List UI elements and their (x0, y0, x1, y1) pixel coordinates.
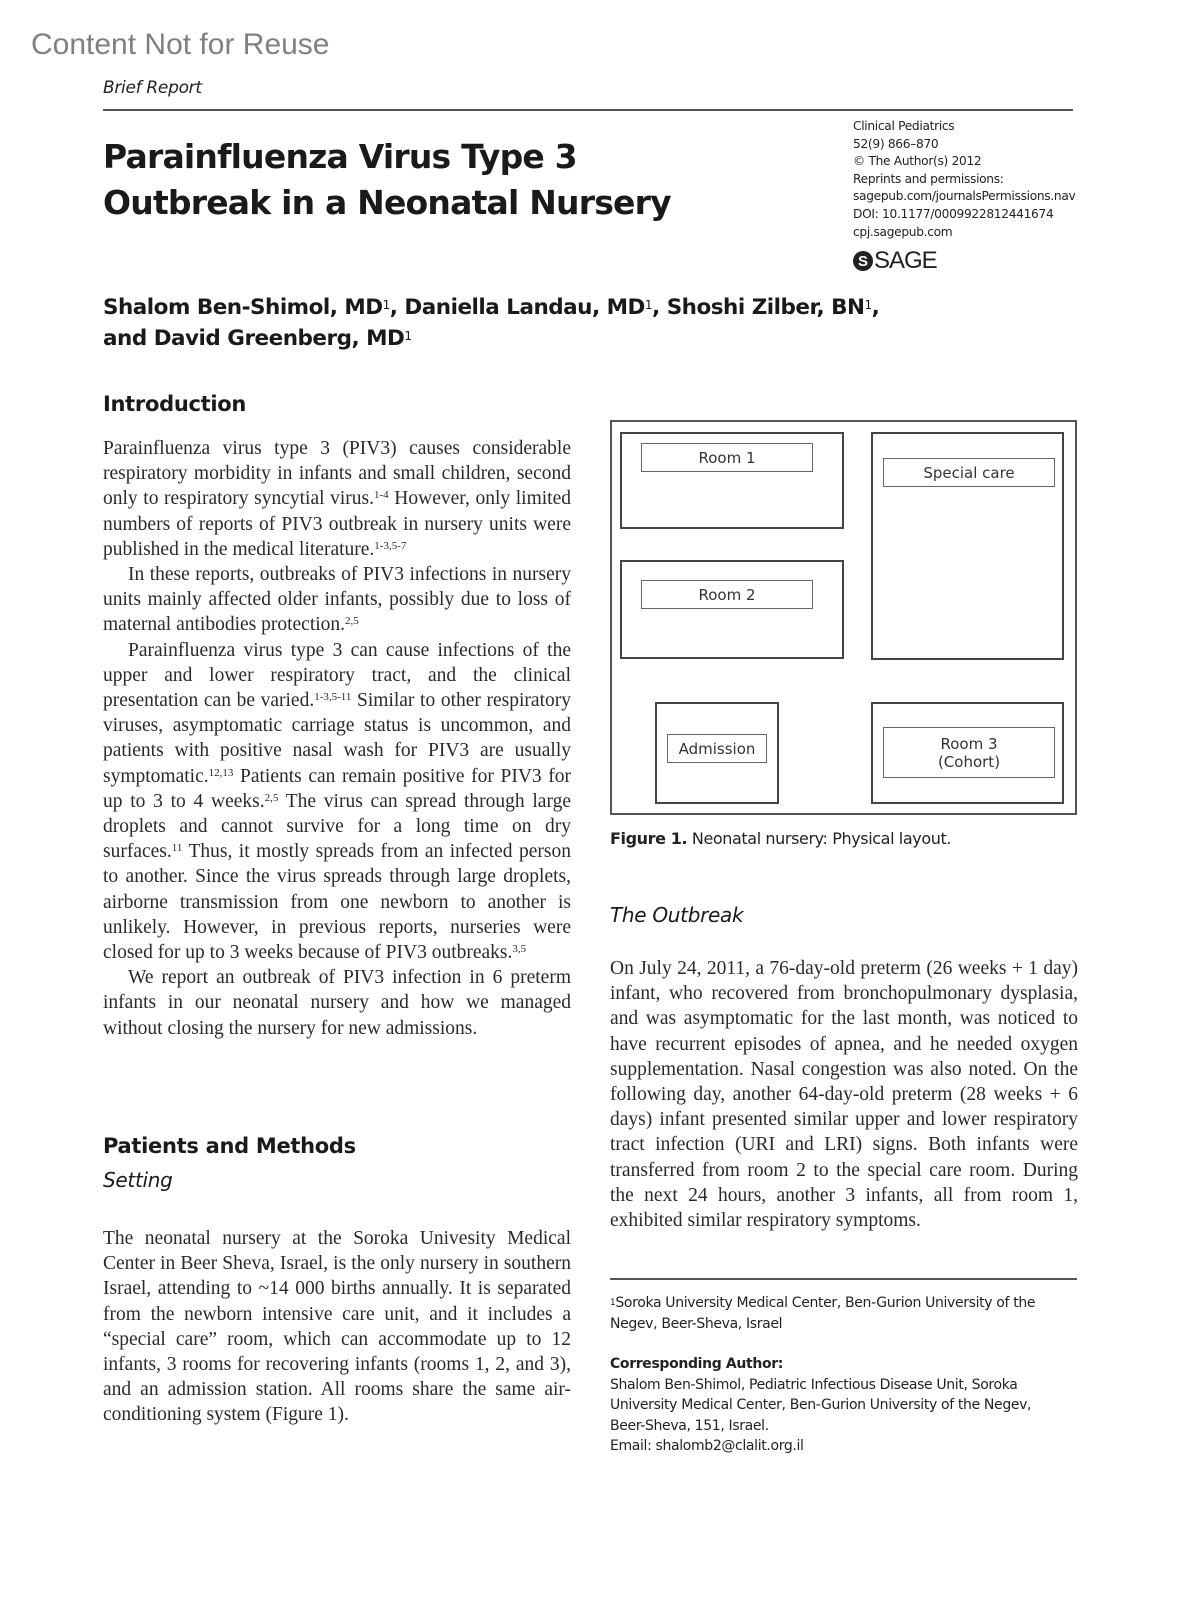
doi[interactable]: DOI: 10.1177/0009922812441674 (853, 206, 1054, 221)
separator: , (652, 295, 667, 320)
affiliation-mark: 1 (864, 298, 872, 312)
article-title (103, 134, 823, 226)
citation[interactable]: 12,13 (208, 766, 234, 779)
article-type: Brief Report (103, 78, 202, 98)
text: Similar to other respiratory viruses, asymptomatic carriage status is uncommon, and patients with positive nasal wash for PIV3 are usually symptomatic. (103, 690, 571, 787)
room-3-name: Room 3 (940, 734, 998, 753)
affiliation-mark: 1 (404, 329, 412, 343)
setting-subheading: Setting (103, 1168, 173, 1192)
outbreak-heading: The Outbreak (610, 903, 744, 927)
author-name: Shoshi Zilber, BN (666, 295, 865, 320)
methods-heading: Patients and Methods (103, 1134, 356, 1158)
special-care-room (871, 432, 1064, 660)
author-list (103, 292, 1003, 354)
paragraph (103, 638, 571, 966)
author-line-1 (103, 292, 1003, 323)
room-2-label: Room 2 (641, 580, 813, 609)
corresponding-address-line-3: Beer-Sheva, 151, Israel. (610, 1417, 769, 1434)
author-name: Shalom Ben-Shimol, MD (103, 295, 383, 320)
corresponding-author-heading: Corresponding Author: (610, 1356, 784, 1372)
sage-logo-icon: S (853, 251, 873, 271)
text: In these reports, outbreaks of PIV3 infections in nursery units mainly affected older infants, possibly due to loss of maternal antibodies protection. (103, 564, 571, 636)
figure-caption (610, 829, 951, 848)
room-3-cohort-note: (Cohort) (937, 752, 1001, 771)
admission-station (655, 702, 779, 804)
author-name: Daniella Landau, MD (404, 295, 645, 320)
introduction-body (103, 436, 571, 1041)
affiliation-note (610, 1293, 1080, 1334)
introduction-heading: Introduction (103, 392, 247, 416)
paragraph (103, 562, 571, 638)
footnotes (610, 1293, 1080, 1457)
title-line-2: Outbreak in a Neonatal Nursery (103, 183, 671, 222)
text: However, only limited numbers of reports of PIV3 outbreak in nursery units were published in the medical literature. (103, 488, 571, 560)
publisher-logo (853, 247, 937, 275)
publisher-name: SAGE (874, 247, 937, 274)
corresponding-address-line-1: Shalom Ben-Shimol, Pediatric Infectious Disease Unit, Soroka (610, 1376, 1018, 1393)
methods-body (103, 1226, 571, 1428)
separator: , (389, 295, 405, 320)
text: Thus, it mostly spreads from an infected person to another. Since the virus spreads through large droplets, airborne transmission from one newborn to another is unlikely. However, in previous reports, nurseries were closed for up to 3 weeks because of PIV3 outbreaks. (103, 841, 571, 964)
citation[interactable]: 3,5 (512, 943, 527, 956)
text: We report an outbreak of PIV3 infection in 6 preterm infants in our neonatal nursery and how we managed without closing the nursery for new admissions. (103, 967, 571, 1039)
title-line-1: Parainfluenza Virus Type 3 (103, 137, 577, 176)
journal-name: Clinical Pediatrics (853, 119, 955, 133)
figure-caption-text: Neonatal nursery: Physical layout. (687, 829, 952, 848)
footnote-rule (610, 1278, 1077, 1280)
text: The virus can spread through large droplets and cannot survive for a long time on dry surfaces. (103, 790, 571, 863)
separator: , (871, 295, 880, 320)
text: Parainfluenza virus type 3 (PIV3) causes considerable respiratory morbidity in infants and small children, second only to respiratory syncytial virus. (103, 438, 571, 510)
room-3-label (883, 727, 1055, 778)
header-rule (103, 109, 1073, 111)
room-3-cohort (871, 702, 1064, 804)
reprints-label: Reprints and permissions: (853, 171, 1004, 186)
citation[interactable]: 1-3,5-7 (374, 539, 407, 552)
figure-label: Figure 1. (610, 829, 688, 848)
paragraph (103, 965, 571, 1041)
special-care-label: Special care (883, 458, 1055, 487)
paragraph (103, 436, 571, 562)
affiliation-mark: 1 (610, 1298, 616, 1308)
corresponding-address-line-2: University Medical Center, Ben-Gurion University of the Negev, (610, 1397, 1032, 1413)
copyright: © The Author(s) 2012 (853, 154, 982, 169)
journal-meta (853, 118, 1093, 241)
text: Patients can remain positive for PIV3 for up to 3 to 4 weeks. (103, 765, 571, 812)
text: Parainfluenza virus type 3 can cause infections of the upper and lower respiratory tract, and the clinical presentation can be varied. (103, 639, 571, 712)
affiliation-mark: 1 (382, 298, 390, 312)
paragraph: On July 24, 2011, a 76-day-old preterm (26 weeks + 1 day) infant, who recovered from bronchopulmonary dysplasia, and was asymptomatic for the last month, was noticed to have recurrent episodes of apnea, and he needed oxygen supplementation. Nasal congestion was also noted. On the following day, another 64-day-old preterm (28 weeks + 6 days) infant presented similar upper and lower respiratory tract infection (URI and LRI) signs. Both infants were transferred from room 2 to the special care room. During the next 24 hours, another 3 infants, all from room 1, exhibited similar respiratory symptoms. (610, 958, 1078, 1232)
affiliation-mark: 1 (644, 298, 653, 312)
citation[interactable]: 2,5 (345, 615, 359, 628)
room-1-label: Room 1 (641, 443, 813, 472)
citation[interactable]: 2,5 (264, 791, 279, 804)
author-name: and David Greenberg, MD (103, 326, 405, 351)
journal-website[interactable]: cpj.sagepub.com (853, 224, 953, 239)
citation[interactable]: 11 (171, 842, 183, 855)
corresponding-email[interactable]: Email: shalomb2@clalit.org.il (610, 1438, 804, 1454)
admission-label: Admission (667, 734, 767, 763)
author-line-2 (103, 323, 1003, 354)
room-1 (620, 432, 844, 529)
permissions-link[interactable]: sagepub.com/journalsPermissions.nav (853, 189, 1076, 204)
room-2 (620, 560, 844, 659)
affiliation-text: Soroka University Medical Center, Ben-Gurion University of the Negev, Beer-Sheva, Israel (610, 1295, 1036, 1332)
citation[interactable]: 1-3,5-11 (314, 691, 352, 704)
journal-volume: 52(9) 866–870 (853, 136, 939, 151)
nursery-layout-figure (610, 420, 1077, 815)
citation[interactable]: 1-4 (374, 489, 389, 502)
outbreak-body (610, 956, 1078, 1233)
watermark: Content Not for Reuse (31, 28, 330, 61)
paragraph: The neonatal nursery at the Soroka Univesity Medical Center in Beer Sheva, Israel, is the only nursery in southern Israel, attending to ~14 000 births annually. It is separated from the newborn intensive care unit, and it includes a “special care” room, which can accommodate up to 12 infants, 3 rooms for recovering infants (rooms 1, 2, and 3), and an admission station. All rooms share the same air-conditioning system (Figure 1). (103, 1228, 571, 1426)
